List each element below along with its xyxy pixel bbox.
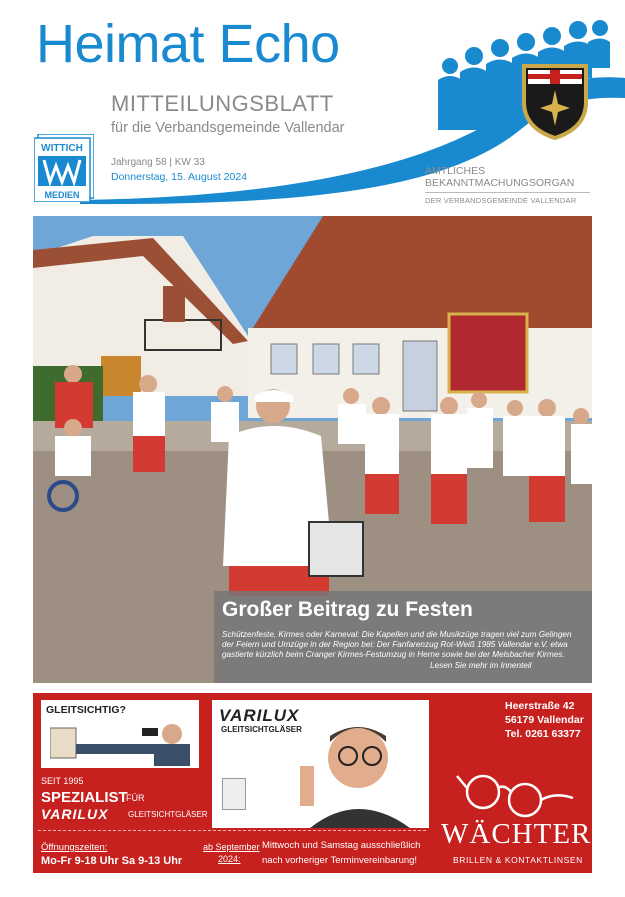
divider: [425, 192, 590, 193]
issue-date: Donnerstag, 15. August 2024: [111, 171, 248, 183]
from-september-year: 2024:: [218, 854, 241, 864]
shop-street: Heerstraße 42: [505, 700, 575, 712]
from-september-label: ab September: [203, 842, 260, 852]
opening-hours: Mo-Fr 9-18 Uhr Sa 9-13 Uhr: [41, 855, 183, 867]
svg-text:WITTICH: WITTICH: [41, 143, 83, 154]
magazine-subline: für die Verbandsgemeinde Vallendar: [111, 120, 345, 136]
gleitsichtig-heading: GLEITSICHTIG?: [46, 704, 126, 716]
appointment-note-line2: nach vorheriger Terminvereinbarung!: [262, 855, 418, 866]
opening-hours-label: Öffnungszeiten:: [41, 842, 108, 853]
brand-name: WÄCHTER: [441, 818, 592, 850]
varilux-tagline: GLEITSICHTGLÄSER: [221, 725, 302, 734]
specialist-heading: SPEZIALIST: [41, 789, 128, 806]
shop-phone: Tel. 0261 63377: [505, 728, 581, 740]
official-organ-line3: DER VERBANDSGEMEINDE VALLENDAR: [425, 196, 577, 205]
read-more-link[interactable]: Lesen Sie mehr im Innenteil: [430, 661, 532, 670]
varilux-badge-icon: [222, 778, 246, 810]
glasses-icon: [455, 770, 575, 820]
official-organ-line1: AMTLICHES: [425, 165, 486, 177]
specialist-for: FÜR: [126, 793, 145, 803]
issue-number: Jahrgang 58 | KW 33: [111, 157, 205, 168]
varilux-logo: VARILUX: [219, 706, 300, 725]
dashed-divider: [38, 830, 426, 831]
magazine-title: Heimat Echo: [36, 14, 340, 74]
coat-of-arms-icon: [520, 62, 590, 140]
reader-illustration: [50, 718, 195, 766]
magazine-subtitle: MITTEILUNGSBLATT: [111, 91, 334, 116]
gleitsicht-small: GLEITSICHTGLÄSER: [128, 810, 208, 819]
cover-headline: Großer Beitrag zu Festen: [222, 598, 473, 621]
brand-subtitle: BRILLEN & KONTAKTLINSEN: [453, 855, 583, 865]
smiling-man-photo: [250, 706, 428, 828]
varilux-logo-small: VARILUX: [41, 806, 109, 822]
svg-text:MEDIEN: MEDIEN: [44, 190, 80, 200]
official-organ-line2: BEKANNTMACHUNGSORGAN: [425, 177, 575, 189]
wittich-medien-logo: [34, 134, 94, 202]
since-year: SEIT 1995: [41, 776, 84, 786]
shop-city: 56179 Vallendar: [505, 714, 584, 726]
appointment-note-line1: Mittwoch und Samstag ausschließlich: [262, 840, 421, 851]
cover-teaser-text: Schützenfeste, Kirmes oder Karneval: Die Kapellen und die Musikzüge tragen viel zum Gelingen der Feiern und Umzüge in der Region bei: Der Fanfarenzug Rot-Weiß 1985 Vallendar e.V. etwa gastierte kürzlich beim Cranger Kirmes-Festumzug in Herne sowie bei der Melsbacher Kirmes.: [222, 630, 572, 660]
